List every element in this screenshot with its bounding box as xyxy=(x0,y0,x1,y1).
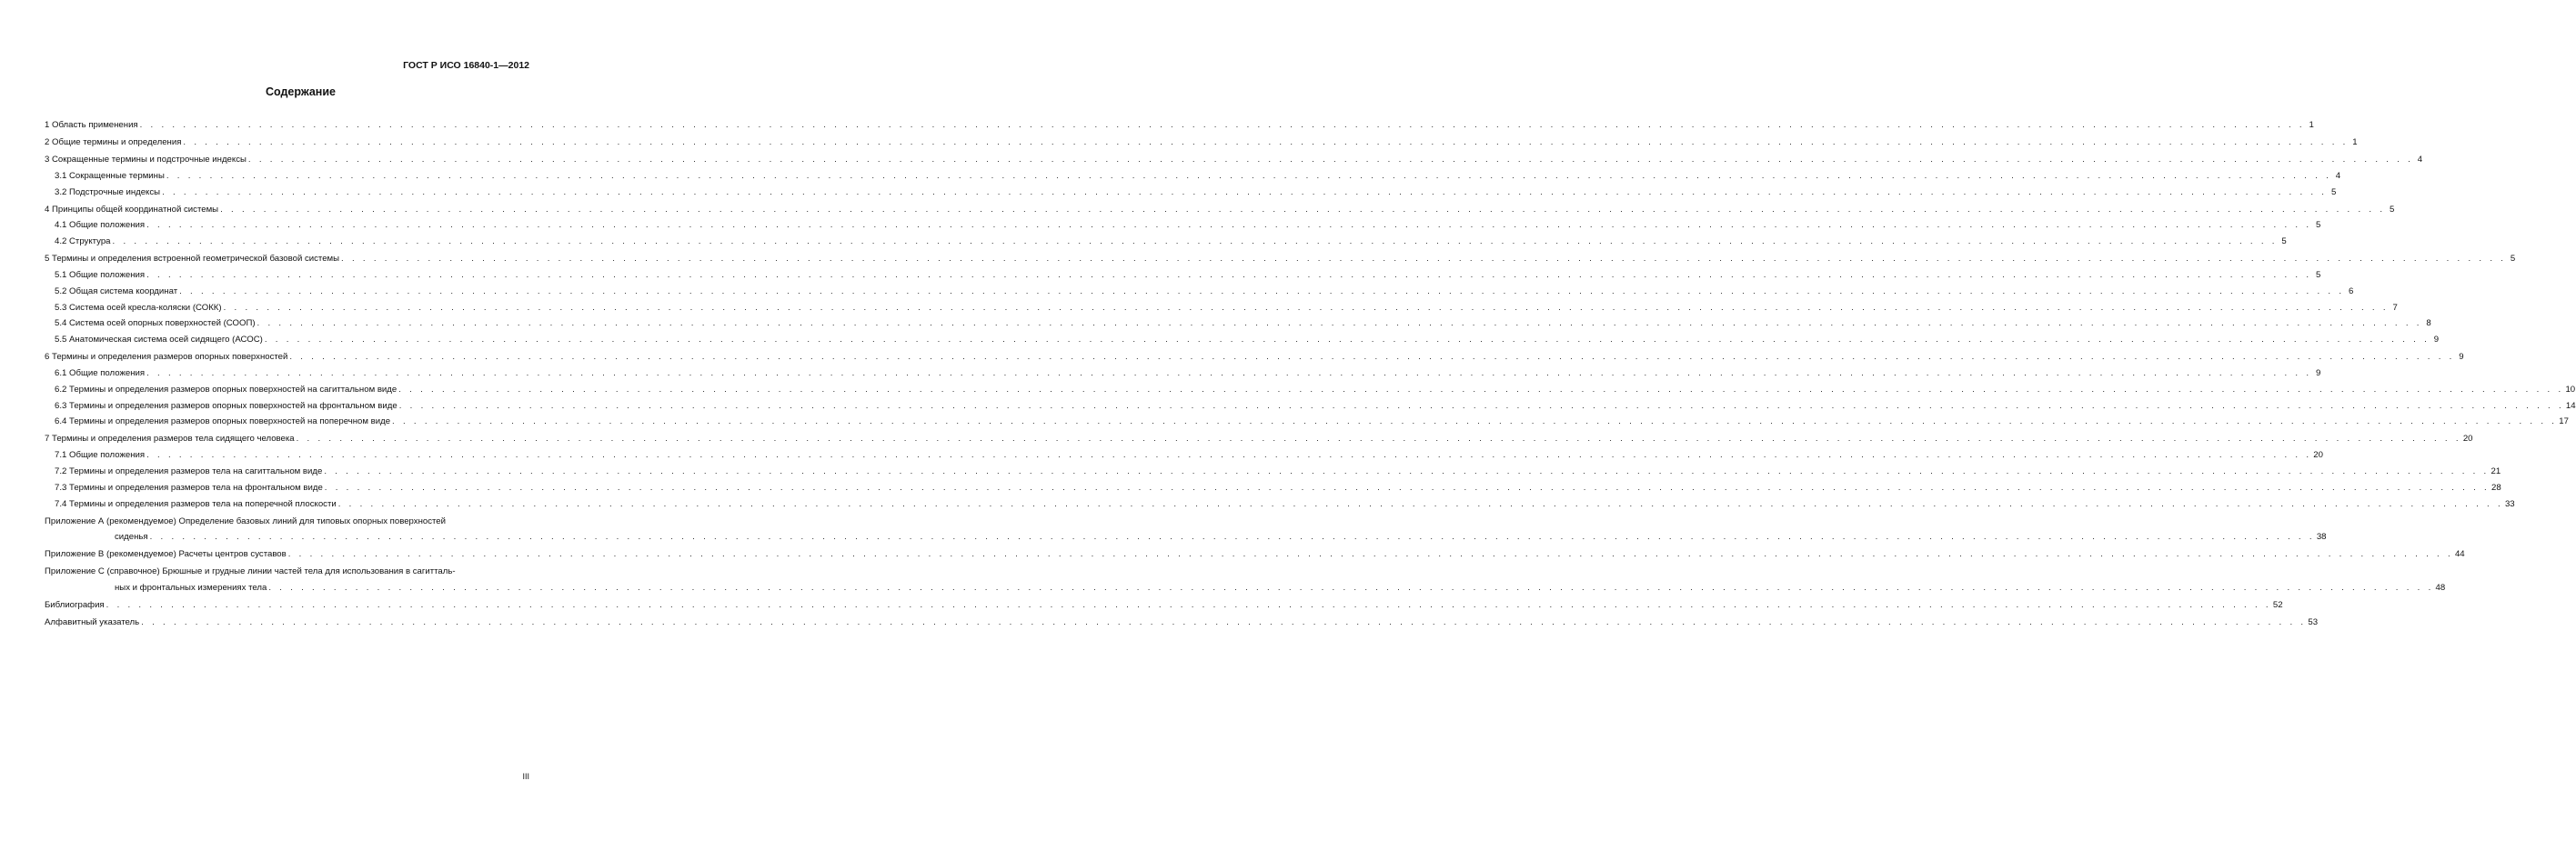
toc-entry-text: 7.1 Общие положения xyxy=(55,450,146,461)
toc-annex-entry xyxy=(45,526,2327,543)
toc-entry-text: 3.1 Сокращенные термины xyxy=(55,170,165,181)
dot-leader: . . . . . . . . . . . . . . . . . . . . . . . . . . . . . . . . . . . . . . . . . . . . . . . . . . . . . . . . . . . . . . . . . . . . . . . . . . . . . . . . . . . . . . . . . . . . . . . . . . . . . . . . . . . . . . . . . . . . . . . . . . . . . . . . . . . . . . . . . . . . . . . . . . . . . . . . . . . . . . . . . . . . . . . . . . . . . . . . . . . . . . . . . . . . . . . . . . . . . . . . xyxy=(398,400,2564,411)
toc-entry xyxy=(45,328,2440,345)
toc-entry-page: 5 xyxy=(2315,220,2321,231)
toc-entry xyxy=(45,147,2423,165)
toc-entry-text: 6.3 Термины и определения размеров опорных поверхностей на фронтальном виде xyxy=(55,400,397,411)
toc-entry xyxy=(45,444,2323,461)
toc-entry-text: 5.3 Система осей кресла-коляски (СОКК) xyxy=(55,302,222,313)
dot-leader: . . . . . . . . . . . . . . . . . . . . . . . . . . . . . . . . . . . . . . . . . . . . . . . . . . . . . . . . . . . . . . . . . . . . . . . . . . . . . . . . . . . . . . . . . . . . . . . . . . . . . . . . . . . . . . . . . . . . . . . . . . . . . . . . . . . . . . . . . . . . . . . . . . . . . . . . . . . . . . . . . . . . . . . . . . . . . . . . . . . . . . . . . . . . . . . . . . . . . . . . xyxy=(337,498,2503,509)
toc-entry xyxy=(45,130,2358,147)
dot-leader: . . . . . . . . . . . . . . . . . . . . . . . . . . . . . . . . . . . . . . . . . . . . . . . . . . . . . . . . . . . . . . . . . . . . . . . . . . . . . . . . . . . . . . . . . . . . . . . . . . . . . . . . . . . . . . . . . . . . . . . . . . . . . . . . . . . . . . . . . . . . . . . . . . . . . . . . . . . . . . . . . . . . . . . . . . . . . . . . . . . . . . . . . . . . . . . . . . . . . . . . xyxy=(223,302,2389,313)
toc-entry-page: 5 xyxy=(2281,236,2287,247)
toc-entry-text: 7.2 Термины и определения размеров тела на сагиттальном виде xyxy=(55,466,323,476)
toc-entry-text: 5.5 Анатомическая система осей сидящего (АСОС) xyxy=(55,335,263,345)
toc-entry-text: 7.4 Термины и определения размеров тела на поперечной плоскости xyxy=(55,498,337,509)
toc-entry-text: 3.2 Подстрочные индексы xyxy=(55,186,161,197)
toc-entry-page: 4 xyxy=(2417,155,2423,165)
dot-leader: . . . . . . . . . . . . . . . . . . . . . . . . . . . . . . . . . . . . . . . . . . . . . . . . . . . . . . . . . . . . . . . . . . . . . . . . . . . . . . . . . . . . . . . . . . . . . . . . . . . . . . . . . . . . . . . . . . . . . . . . . . . . . . . . . . . . . . . . . . . . . . . . . . . . . . . . . . . . . . . . . . . . . . . . . . . . . . . . . . . . . . . . . . . . . . . . . . . . . . . . xyxy=(341,254,2507,265)
dot-leader: . . . . . . . . . . . . . . . . . . . . . . . . . . . . . . . . . . . . . . . . . . . . . . . . . . . . . . . . . . . . . . . . . . . . . . . . . . . . . . . . . . . . . . . . . . . . . . . . . . . . . . . . . . . . . . . . . . . . . . . . . . . . . . . . . . . . . . . . . . . . . . . . . . . . . . . . . . . . . . . . . . . . . . . . . . . . . . . . . . . . . . . . . . . . . . . . . . . . . . . . xyxy=(179,285,2345,296)
toc-entry-text: 4.1 Общие положения xyxy=(55,220,146,231)
toc-entry-text: 7.3 Термины и определения размеров тела на фронтальном виде xyxy=(55,482,323,493)
toc-entry-page: 5 xyxy=(2510,254,2516,265)
toc-entry-text: 6.2 Термины и определения размеров опорных поверхностей на сагиттальном виде xyxy=(55,384,397,395)
table-of-contents xyxy=(45,113,2576,628)
toc-entry-text: 4 Принципы общей координатной системы xyxy=(45,204,219,215)
toc-entry-page: 38 xyxy=(2316,532,2327,543)
toc-entry-page: 17 xyxy=(2559,416,2569,427)
dot-leader: . . . . . . . . . . . . . . . . . . . . . . . . . . . . . . . . . . . . . . . . . . . . . . . . . . . . . . . . . . . . . . . . . . . . . . . . . . . . . . . . . . . . . . . . . . . . . . . . . . . . . . . . . . . . . . . . . . . . . . . . . . . . . . . . . . . . . . . . . . . . . . . . . . . . . . . . . . . . . . . . . . . . . . . . . . . . . . . . . . . . . . . . . . . . . . . . . . . . . . . . xyxy=(392,416,2558,427)
toc-entry xyxy=(45,296,2398,313)
toc-annex-title xyxy=(45,559,530,576)
toc-entry xyxy=(45,411,2569,427)
toc-entry xyxy=(45,378,2576,395)
toc-entry-text: 7 Термины и определения размеров тела сидящего человека xyxy=(45,434,295,445)
dot-leader: . . . . . . . . . . . . . . . . . . . . . . . . . . . . . . . . . . . . . . . . . . . . . . . . . . . . . . . . . . . . . . . . . . . . . . . . . . . . . . . . . . . . . . . . . . . . . . . . . . . . . . . . . . . . . . . . . . . . . . . . . . . . . . . . . . . . . . . . . . . . . . . . . . . . . . . . . . . . . . . . . . . . . . . . . . . . . . . . . . . . . . . . . . . . . . . . . . . . . . . . xyxy=(141,617,2307,628)
toc-entry xyxy=(45,246,2516,265)
toc-entry-page: 8 xyxy=(2426,318,2431,329)
toc-entry xyxy=(45,280,2354,296)
dot-leader: . . . . . . . . . . . . . . . . . . . . . . . . . . . . . . . . . . . . . . . . . . . . . . . . . . . . . . . . . . . . . . . . . . . . . . . . . . . . . . . . . . . . . . . . . . . . . . . . . . . . . . . . . . . . . . . . . . . . . . . . . . . . . . . . . . . . . . . . . . . . . . . . . . . . . . . . . . . . . . . . . . . . . . . . . . . . . . . . . . . . . . . . . . . . . . . . . . . . . . . . xyxy=(220,204,2386,215)
toc-entry xyxy=(45,395,2576,411)
toc-entry-page: 48 xyxy=(2435,583,2446,594)
toc-entry xyxy=(45,610,2319,628)
toc-entry-page: 53 xyxy=(2308,617,2319,628)
toc-entry xyxy=(45,264,2321,280)
dot-leader: . . . . . . . . . . . . . . . . . . . . . . . . . . . . . . . . . . . . . . . . . . . . . . . . . . . . . . . . . . . . . . . . . . . . . . . . . . . . . . . . . . . . . . . . . . . . . . . . . . . . . . . . . . . . . . . . . . . . . . . . . . . . . . . . . . . . . . . . . . . . . . . . . . . . . . . . . . . . . . . . . . . . . . . . . . . . . . . . . . . . . . . . . . . . . . . . . . . . . . . . xyxy=(146,269,2312,280)
dot-leader: . . . . . . . . . . . . . . . . . . . . . . . . . . . . . . . . . . . . . . . . . . . . . . . . . . . . . . . . . . . . . . . . . . . . . . . . . . . . . . . . . . . . . . . . . . . . . . . . . . . . . . . . . . . . . . . . . . . . . . . . . . . . . . . . . . . . . . . . . . . . . . . . . . . . . . . . . . . . . . . . . . . . . . . . . . . . . . . . . . . . . . . . . . . . . . . . . . . . . . . . xyxy=(162,186,2328,197)
toc-entry-page: 5 xyxy=(2389,204,2395,215)
toc-entry-page: 1 xyxy=(2352,137,2358,147)
toc-entry-page: 21 xyxy=(2490,466,2501,476)
toc-entry xyxy=(45,593,2283,611)
dot-leader: . . . . . . . . . . . . . . . . . . . . . . . . . . . . . . . . . . . . . . . . . . . . . . . . . . . . . . . . . . . . . . . . . . . . . . . . . . . . . . . . . . . . . . . . . . . . . . . . . . . . . . . . . . . . . . . . . . . . . . . . . . . . . . . . . . . . . . . . . . . . . . . . . . . . . . . . . . . . . . . . . . . . . . . . . . . . . . . . . . . . . . . . . . . . . . . . . . . . . . . . xyxy=(268,583,2434,594)
toc-entry xyxy=(45,460,2501,476)
toc-entry-page: 1 xyxy=(2309,120,2314,130)
toc-entry-page: 28 xyxy=(2491,482,2501,493)
dot-leader: . . . . . . . . . . . . . . . . . . . . . . . . . . . . . . . . . . . . . . . . . . . . . . . . . . . . . . . . . . . . . . . . . . . . . . . . . . . . . . . . . . . . . . . . . . . . . . . . . . . . . . . . . . . . . . . . . . . . . . . . . . . . . . . . . . . . . . . . . . . . . . . . . . . . . . . . . . . . . . . . . . . . . . . . . . . . . . . . . . . . . . . . . . . . . . . . . . . . . . . . xyxy=(146,367,2312,378)
dot-leader: . . . . . . . . . . . . . . . . . . . . . . . . . . . . . . . . . . . . . . . . . . . . . . . . . . . . . . . . . . . . . . . . . . . . . . . . . . . . . . . . . . . . . . . . . . . . . . . . . . . . . . . . . . . . . . . . . . . . . . . . . . . . . . . . . . . . . . . . . . . . . . . . . . . . . . . . . . . . . . . . . . . . . . . . . . . . . . . . . . . . . . . . . . . . . . . . . . . . . . . . xyxy=(324,466,2490,476)
toc-title: Содержание xyxy=(265,85,336,98)
toc-entry-text: сиденья xyxy=(115,532,148,543)
toc-entry-text: ных и фронтальных измерениях тела xyxy=(115,583,267,594)
toc-entry-text: Библиография xyxy=(45,600,105,611)
toc-entry-page: 20 xyxy=(2462,434,2473,445)
dot-leader: . . . . . . . . . . . . . . . . . . . . . . . . . . . . . . . . . . . . . . . . . . . . . . . . . . . . . . . . . . . . . . . . . . . . . . . . . . . . . . . . . . . . . . . . . . . . . . . . . . . . . . . . . . . . . . . . . . . . . . . . . . . . . . . . . . . . . . . . . . . . . . . . . . . . . . . . . . . . . . . . . . . . . . . . . . . . . . . . . . . . . . . . . . . . . . . . . . . . . . . . xyxy=(264,335,2430,345)
dot-leader: . . . . . . . . . . . . . . . . . . . . . . . . . . . . . . . . . . . . . . . . . . . . . . . . . . . . . . . . . . . . . . . . . . . . . . . . . . . . . . . . . . . . . . . . . . . . . . . . . . . . . . . . . . . . . . . . . . . . . . . . . . . . . . . . . . . . . . . . . . . . . . . . . . . . . . . . . . . . . . . . . . . . . . . . . . . . . . . . . . . . . . . . . . . . . . . . . . . . . . . . xyxy=(183,137,2349,147)
toc-entry-page: 44 xyxy=(2454,549,2465,560)
toc-entry xyxy=(45,165,2341,181)
dot-leader: . . . . . . . . . . . . . . . . . . . . . . . . . . . . . . . . . . . . . . . . . . . . . . . . . . . . . . . . . . . . . . . . . . . . . . . . . . . . . . . . . . . . . . . . . . . . . . . . . . . . . . . . . . . . . . . . . . . . . . . . . . . . . . . . . . . . . . . . . . . . . . . . . . . . . . . . . . . . . . . . . . . . . . . . . . . . . . . . . . . . . . . . . . . . . . . . . . . . . . . . xyxy=(146,220,2312,231)
toc-entry-text: 1 Область применения xyxy=(45,120,138,130)
toc-annex-title xyxy=(45,509,530,526)
dot-leader: . . . . . . . . . . . . . . . . . . . . . . . . . . . . . . . . . . . . . . . . . . . . . . . . . . . . . . . . . . . . . . . . . . . . . . . . . . . . . . . . . . . . . . . . . . . . . . . . . . . . . . . . . . . . . . . . . . . . . . . . . . . . . . . . . . . . . . . . . . . . . . . . . . . . . . . . . . . . . . . . . . . . . . . . . . . . . . . . . . . . . . . . . . . . . . . . . . . . . . . . xyxy=(296,434,2461,445)
toc-entry xyxy=(45,426,2473,445)
toc-entry-text: Приложение С (справочное) Брюшные и грудные линии частей тела для использования в сагитталь- xyxy=(45,566,456,577)
toc-entry-page: 6 xyxy=(2348,285,2354,296)
toc-entry-text: Приложение В (рекомендуемое) Расчеты центров суставов xyxy=(45,549,287,560)
dot-leader: . . . . . . . . . . . . . . . . . . . . . . . . . . . . . . . . . . . . . . . . . . . . . . . . . . . . . . . . . . . . . . . . . . . . . . . . . . . . . . . . . . . . . . . . . . . . . . . . . . . . . . . . . . . . . . . . . . . . . . . . . . . . . . . . . . . . . . . . . . . . . . . . . . . . . . . . . . . . . . . . . . . . . . . . . . . . . . . . . . . . . . . . . . . . . . . . . . . . . . . . xyxy=(146,450,2312,461)
toc-entry xyxy=(45,197,2395,215)
dot-leader: . . . . . . . . . . . . . . . . . . . . . . . . . . . . . . . . . . . . . . . . . . . . . . . . . . . . . . . . . . . . . . . . . . . . . . . . . . . . . . . . . . . . . . . . . . . . . . . . . . . . . . . . . . . . . . . . . . . . . . . . . . . . . . . . . . . . . . . . . . . . . . . . . . . . . . . . . . . . . . . . . . . . . . . . . . . . . . . . . . . . . . . . . . . . . . . . . . . . . . . . xyxy=(398,384,2564,395)
toc-entry xyxy=(45,215,2321,231)
toc-entry xyxy=(45,181,2337,197)
toc-entry-page: 4 xyxy=(2335,170,2341,181)
toc-entry-page: 9 xyxy=(2459,352,2464,363)
toc-entry-text: 5.1 Общие положения xyxy=(55,269,146,280)
toc-entry-text: 5.2 Общая система координат xyxy=(55,285,178,296)
toc-entry-text: 5 Термины и определения встроенной геометрической базовой системы xyxy=(45,254,340,265)
toc-entry-text: 6 Термины и определения размеров опорных поверхностей xyxy=(45,352,288,363)
toc-entry-page: 33 xyxy=(2504,498,2515,509)
dot-leader: . . . . . . . . . . . . . . . . . . . . . . . . . . . . . . . . . . . . . . . . . . . . . . . . . . . . . . . . . . . . . . . . . . . . . . . . . . . . . . . . . . . . . . . . . . . . . . . . . . . . . . . . . . . . . . . . . . . . . . . . . . . . . . . . . . . . . . . . . . . . . . . . . . . . . . . . . . . . . . . . . . . . . . . . . . . . . . . . . . . . . . . . . . . . . . . . . . . . . . . . xyxy=(166,170,2332,181)
dot-leader: . . . . . . . . . . . . . . . . . . . . . . . . . . . . . . . . . . . . . . . . . . . . . . . . . . . . . . . . . . . . . . . . . . . . . . . . . . . . . . . . . . . . . . . . . . . . . . . . . . . . . . . . . . . . . . . . . . . . . . . . . . . . . . . . . . . . . . . . . . . . . . . . . . . . . . . . . . . . . . . . . . . . . . . . . . . . . . . . . . . . . . . . . . . . . . . . . . . . . . . . xyxy=(324,482,2490,493)
toc-entry-text: 3 Сокращенные термины и подстрочные индексы xyxy=(45,155,247,165)
dot-leader: . . . . . . . . . . . . . . . . . . . . . . . . . . . . . . . . . . . . . . . . . . . . . . . . . . . . . . . . . . . . . . . . . . . . . . . . . . . . . . . . . . . . . . . . . . . . . . . . . . . . . . . . . . . . . . . . . . . . . . . . . . . . . . . . . . . . . . . . . . . . . . . . . . . . . . . . . . . . . . . . . . . . . . . . . . . . . . . . . . . . . . . . . . . . . . . . . . . . . . . . xyxy=(106,600,2271,611)
toc-entry-page: 5 xyxy=(2330,186,2337,197)
toc-entry-page: 9 xyxy=(2433,335,2440,345)
toc-entry-text: 4.2 Структура xyxy=(55,236,111,247)
toc-entry xyxy=(45,230,2287,247)
toc-entry xyxy=(45,313,2431,329)
dot-leader: . . . . . . . . . . . . . . . . . . . . . . . . . . . . . . . . . . . . . . . . . . . . . . . . . . . . . . . . . . . . . . . . . . . . . . . . . . . . . . . . . . . . . . . . . . . . . . . . . . . . . . . . . . . . . . . . . . . . . . . . . . . . . . . . . . . . . . . . . . . . . . . . . . . . . . . . . . . . . . . . . . . . . . . . . . . . . . . . . . . . . . . . . . . . . . . . . . . . . . . . xyxy=(247,155,2414,165)
toc-entry-page: 9 xyxy=(2315,367,2321,378)
toc-entry xyxy=(45,345,2464,363)
page-number: III xyxy=(522,772,529,781)
toc-entry-page: 5 xyxy=(2315,269,2321,280)
toc-entry-text: 6.1 Общие положения xyxy=(55,367,146,378)
dot-leader: . . . . . . . . . . . . . . . . . . . . . . . . . . . . . . . . . . . . . . . . . . . . . . . . . . . . . . . . . . . . . . . . . . . . . . . . . . . . . . . . . . . . . . . . . . . . . . . . . . . . . . . . . . . . . . . . . . . . . . . . . . . . . . . . . . . . . . . . . . . . . . . . . . . . . . . . . . . . . . . . . . . . . . . . . . . . . . . . . . . . . . . . . . . . . . . . . . . . . . . . xyxy=(139,120,2305,130)
toc-entry-text: Приложение А (рекомендуемое) Определение базовых линий для типовых опорных поверхностей xyxy=(45,516,446,526)
toc-annex-entry xyxy=(45,576,2446,594)
toc-entry-page: 20 xyxy=(2313,450,2323,461)
toc-entry xyxy=(45,362,2321,378)
toc-entry-page: 7 xyxy=(2392,302,2398,313)
dot-leader: . . . . . . . . . . . . . . . . . . . . . . . . . . . . . . . . . . . . . . . . . . . . . . . . . . . . . . . . . . . . . . . . . . . . . . . . . . . . . . . . . . . . . . . . . . . . . . . . . . . . . . . . . . . . . . . . . . . . . . . . . . . . . . . . . . . . . . . . . . . . . . . . . . . . . . . . . . . . . . . . . . . . . . . . . . . . . . . . . . . . . . . . . . . . . . . . . . . . . . . . xyxy=(112,236,2278,247)
toc-entry-page: 14 xyxy=(2565,400,2576,411)
toc-entry-text: 2 Общие термины и определения xyxy=(45,137,182,147)
toc-entry-text: 6.4 Термины и определения размеров опорных поверхностей на поперечном виде xyxy=(55,416,391,427)
toc-entry xyxy=(45,113,2314,130)
toc-entry xyxy=(45,493,2515,509)
standard-code: ГОСТ Р ИСО 16840-1—2012 xyxy=(403,60,529,71)
dot-leader: . . . . . . . . . . . . . . . . . . . . . . . . . . . . . . . . . . . . . . . . . . . . . . . . . . . . . . . . . . . . . . . . . . . . . . . . . . . . . . . . . . . . . . . . . . . . . . . . . . . . . . . . . . . . . . . . . . . . . . . . . . . . . . . . . . . . . . . . . . . . . . . . . . . . . . . . . . . . . . . . . . . . . . . . . . . . . . . . . . . . . . . . . . . . . . . . . . . . . . . . xyxy=(257,318,2422,329)
dot-leader: . . . . . . . . . . . . . . . . . . . . . . . . . . . . . . . . . . . . . . . . . . . . . . . . . . . . . . . . . . . . . . . . . . . . . . . . . . . . . . . . . . . . . . . . . . . . . . . . . . . . . . . . . . . . . . . . . . . . . . . . . . . . . . . . . . . . . . . . . . . . . . . . . . . . . . . . . . . . . . . . . . . . . . . . . . . . . . . . . . . . . . . . . . . . . . . . . . . . . . . . xyxy=(289,352,2455,363)
toc-entry-page: 52 xyxy=(2272,600,2283,611)
toc-entry-text: Алфавитный указатель xyxy=(45,617,140,628)
toc-entry-text: 5.4 Система осей опорных поверхностей (СООП) xyxy=(55,318,256,329)
toc-annex-entry xyxy=(45,542,2465,560)
dot-leader: . . . . . . . . . . . . . . . . . . . . . . . . . . . . . . . . . . . . . . . . . . . . . . . . . . . . . . . . . . . . . . . . . . . . . . . . . . . . . . . . . . . . . . . . . . . . . . . . . . . . . . . . . . . . . . . . . . . . . . . . . . . . . . . . . . . . . . . . . . . . . . . . . . . . . . . . . . . . . . . . . . . . . . . . . . . . . . . . . . . . . . . . . . . . . . . . . . . . . . . . xyxy=(149,532,2315,543)
dot-leader: . . . . . . . . . . . . . . . . . . . . . . . . . . . . . . . . . . . . . . . . . . . . . . . . . . . . . . . . . . . . . . . . . . . . . . . . . . . . . . . . . . . . . . . . . . . . . . . . . . . . . . . . . . . . . . . . . . . . . . . . . . . . . . . . . . . . . . . . . . . . . . . . . . . . . . . . . . . . . . . . . . . . . . . . . . . . . . . . . . . . . . . . . . . . . . . . . . . . . . . . xyxy=(287,549,2453,560)
toc-entry xyxy=(45,476,2501,493)
toc-entry-page: 10 xyxy=(2565,384,2576,395)
